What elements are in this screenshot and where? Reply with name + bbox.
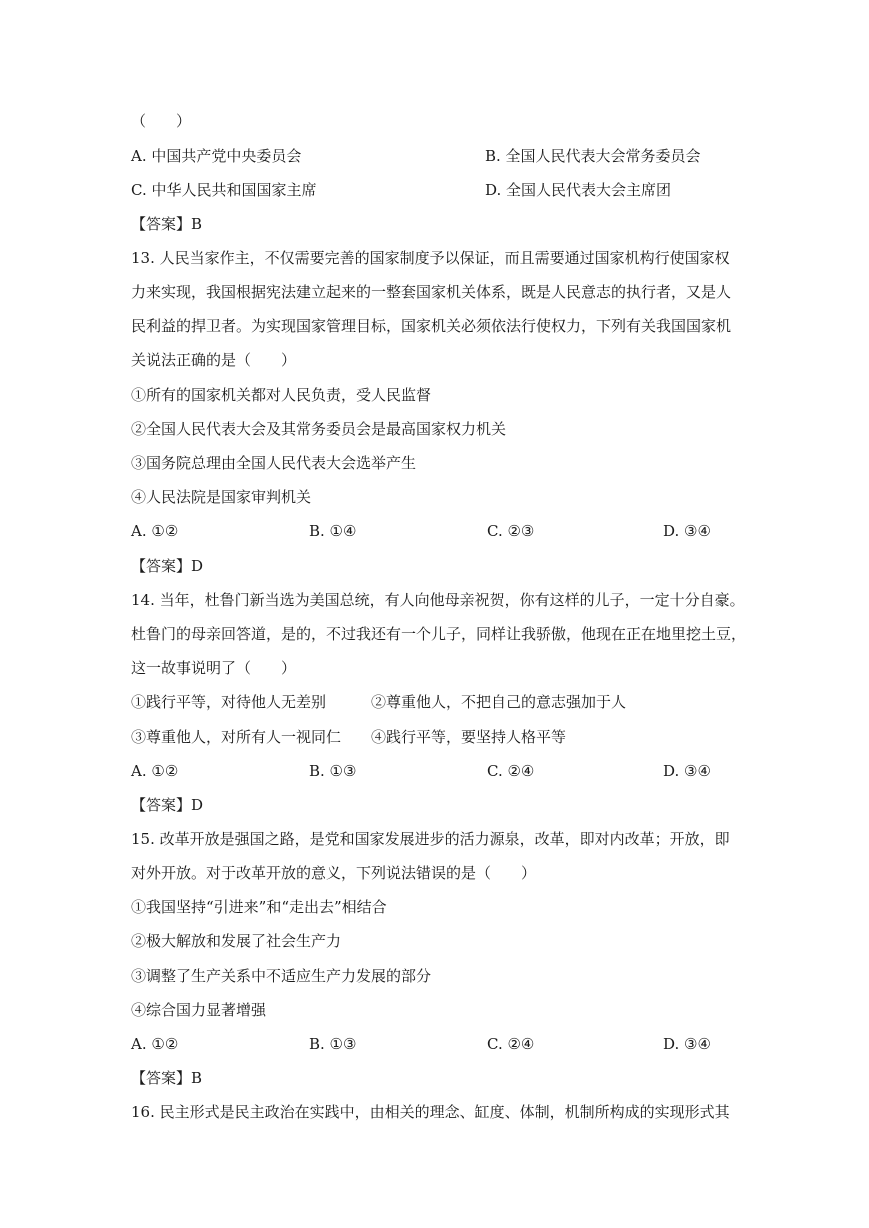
statement-item: ①所有的国家机关都对人民负责，受人民监督	[131, 386, 432, 404]
option-b: B. ①③	[309, 762, 357, 780]
question-text-line: 13. 人民当家作主，不仅需要完善的国家制度予以保证，而且需要通过国家机构行使国家权	[131, 249, 730, 267]
option-a: A. 中国共产党中央委员会	[131, 147, 302, 165]
answer: 【答案】D	[131, 796, 204, 814]
option-c: C. ②④	[487, 1035, 535, 1053]
question-text-line: 对外开放。对于改革开放的意义，下列说法错误的是（ ）	[131, 864, 537, 882]
question-blank: （ ）	[131, 112, 192, 130]
question-text-line: 杜鲁门的母亲回答道，是的，不过我还有一个儿子，同样让我骄傲，他现在正在地里挖土豆，	[131, 625, 747, 643]
question-text-line: 15. 改革开放是强国之路，是党和国家发展进步的活力源泉，改革，即对内改革；开放，即	[131, 830, 730, 848]
option-d: D. ③④	[663, 762, 711, 780]
statement-item: ④人民法院是国家审判机关	[131, 488, 312, 506]
answer: 【答案】B	[131, 215, 203, 233]
answer: 【答案】B	[131, 1069, 203, 1087]
option-a: A. ①②	[131, 1035, 179, 1053]
question-text-line: 民利益的捍卫者。为实现国家管理目标，国家机关必须依法行使权力，下列有关我国国家机	[131, 317, 732, 335]
option-c: C. ②③	[487, 522, 535, 540]
statement-item: ②全国人民代表大会及其常务委员会是最高国家权力机关	[131, 420, 507, 438]
statement-item: ③尊重他人，对所有人一视同仁 ④践行平等，要坚持人格平等	[131, 728, 567, 746]
option-b: B. ①③	[309, 1035, 357, 1053]
question-text-line: 力来实现，我国根据宪法建立起来的一整套国家机关体系，既是人民意志的执行者，又是人	[131, 283, 732, 301]
question-text-line: 16. 民主形式是民主政治在实践中，由相关的理念、缸度、体制，机制所构成的实现形式其	[131, 1103, 730, 1121]
option-b: B. 全国人民代表大会常务委员会	[485, 147, 701, 165]
option-d: D. ③④	[663, 522, 711, 540]
question-text-line: 这一故事说明了（ ）	[131, 659, 297, 677]
statement-item: ①我国坚持“引进来”和“走出去”相结合	[131, 898, 387, 916]
statement-item: ②极大解放和发展了社会生产力	[131, 932, 342, 950]
option-d: D. 全国人民代表大会主席团	[485, 181, 672, 199]
option-a: A. ①②	[131, 762, 179, 780]
question-text-line: 14. 当年，杜鲁门新当选为美国总统，有人向他母亲祝贺，你有这样的儿子，一定十分自豪。	[131, 591, 745, 609]
option-c: C. 中华人民共和国国家主席	[131, 181, 317, 199]
statement-item: ①践行平等，对待他人无差别 ②尊重他人，不把自己的意志强加于人	[131, 693, 627, 711]
answer: 【答案】D	[131, 557, 204, 575]
statement-item: ④综合国力显著增强	[131, 1001, 267, 1019]
statement-item: ③国务院总理由全国人民代表大会选举产生	[131, 454, 417, 472]
option-c: C. ②④	[487, 762, 535, 780]
statement-item: ③调整了生产关系中不适应生产力发展的部分	[131, 967, 432, 985]
question-text-line: 关说法正确的是（ ）	[131, 351, 297, 369]
option-a: A. ①②	[131, 522, 179, 540]
option-d: D. ③④	[663, 1035, 711, 1053]
option-b: B. ①④	[309, 522, 357, 540]
